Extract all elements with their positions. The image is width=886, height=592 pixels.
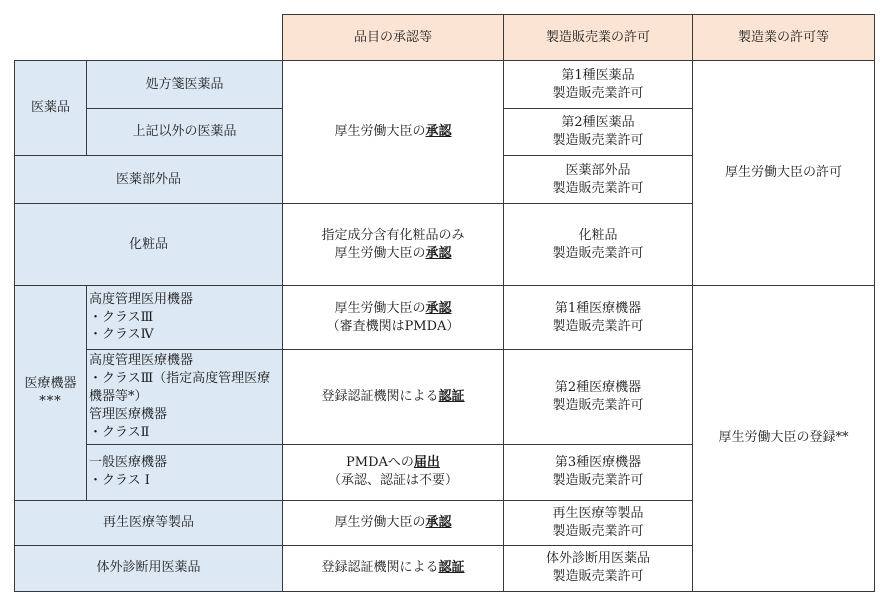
approval-cosmetics-line2 [287,245,499,263]
class-high-line1: 高度管理医用機器 [89,291,194,307]
license-rx-drugs [504,61,693,109]
approval-ivd-emph: 認証 [438,560,465,576]
license-quasi-drugs-line1: 医薬部外品 [565,162,631,178]
license-other-drugs [504,109,693,156]
license-devices-class-mid [504,350,693,445]
subcategory-devices-class-mid [87,350,283,445]
category-regenerative: 再生医療等製品 [15,500,283,545]
approval-devices-class-low [283,444,504,500]
subcategory-devices-class-low [87,444,283,500]
mfg-permit-drugs: 厚生労働大臣の許可 [693,61,875,286]
header-row [15,15,875,61]
class-high-line3: ・クラスⅣ [89,327,154,343]
license-class-high-line1: 第1種医療機器 [554,300,642,316]
category-drugs: 医薬品 [15,61,87,156]
approval-regenerative-prefix: 厚生労働大臣の [334,514,426,530]
approval-devices-class-high [283,286,504,350]
approval-drugs-prefix: 厚生労働大臣の [334,124,426,140]
approval-ivd-prefix: 登録認証機関による [321,560,439,576]
category-medical-devices-label: 医療機器 [24,375,77,391]
approval-class-high-emph: 承認 [425,300,452,316]
license-class-low-line2: 製造販売業許可 [552,473,644,489]
header-blank-cell [15,15,283,61]
class-mid-line4: ・クラスⅡ [89,424,150,440]
approval-class-mid-emph: 認証 [438,388,465,404]
license-quasi-drugs [504,156,693,204]
row-rx-drugs [15,61,875,109]
license-cosmetics-line1: 化粧品 [578,227,618,243]
subcategory-other-drugs: 上記以外の医薬品 [87,109,283,156]
license-devices-class-high [504,286,693,350]
license-class-mid-line1: 第2種医療機器 [554,379,642,395]
license-rx-drugs-line1: 第1種医薬品 [561,67,635,83]
license-regenerative-line2: 製造販売業許可 [552,523,644,539]
approval-class-low-note: （承認、認証は不要） [327,473,458,489]
license-regenerative [504,500,693,545]
mfg-registration-devices: 厚生労働大臣の登録** [693,286,875,592]
category-medical-devices [15,286,87,501]
header-mfg-sales-license: 製造販売業の許可 [504,15,693,61]
approval-class-high-note: （審査機関はPMDA） [326,318,460,334]
class-low-line2: ・クラス Ⅰ [89,473,150,489]
approval-cosmetics-line1: 指定成分含有化粧品のみ [321,227,465,243]
approval-cosmetics-prefix: 厚生労働大臣の [334,245,426,261]
approval-drugs [283,61,504,204]
category-ivd: 体外診断用医薬品 [15,545,283,591]
regulation-table [14,14,875,592]
license-rx-drugs-line2: 製造販売業許可 [552,85,644,101]
subcategory-devices-class-high [87,286,283,350]
class-mid-line1: 高度管理医療機器 [89,353,194,368]
license-cosmetics-line2: 製造販売業許可 [552,245,644,261]
approval-ivd [283,545,504,591]
category-cosmetics: 化粧品 [15,204,283,286]
class-mid-line3: 管理医療機器 [89,406,168,422]
approval-regenerative-emph: 承認 [425,514,452,530]
license-ivd-line2: 製造販売業許可 [552,569,644,585]
approval-regenerative [283,500,504,545]
category-medical-devices-note: *** [39,393,62,409]
approval-cosmetics-emph: 承認 [425,245,452,261]
license-other-drugs-line1: 第2種医薬品 [561,115,635,131]
header-mfg-license: 製造業の許可等 [693,15,875,61]
header-approval: 品目の承認等 [283,15,504,61]
subcategory-rx-drugs: 処方箋医薬品 [87,61,283,109]
class-mid-line2: ・クラスⅢ（指定高度管理医療機器等*） [89,370,271,404]
license-other-drugs-line2: 製造販売業許可 [552,133,644,148]
license-ivd [504,545,693,591]
approval-class-low-prefix: PMDAへの [346,455,414,471]
license-class-high-line2: 製造販売業許可 [552,318,644,334]
license-quasi-drugs-line2: 製造販売業許可 [552,180,644,196]
row-devices-class-high [15,286,875,350]
license-ivd-line1: 体外診断用医薬品 [545,551,650,567]
license-regenerative-line1: 再生医療等製品 [552,505,644,521]
license-devices-class-low [504,444,693,500]
approval-cosmetics [283,204,504,286]
license-cosmetics [504,204,693,286]
license-class-low-line1: 第3種医療機器 [554,455,642,471]
approval-class-mid-prefix: 登録認証機関による [321,388,439,404]
category-quasi-drugs: 医薬部外品 [15,156,283,204]
approval-class-low-line1 [287,454,499,472]
approval-class-low-emph: 届出 [413,455,440,471]
approval-devices-class-mid [283,350,504,445]
license-class-mid-line2: 製造販売業許可 [552,397,644,413]
approval-class-high-prefix: 厚生労働大臣の [334,300,426,316]
approval-drugs-emph: 承認 [425,124,452,140]
class-low-line1: 一般医療機器 [89,455,168,471]
approval-class-high-line1 [287,300,499,318]
class-high-line2: ・クラスⅢ [89,309,154,325]
